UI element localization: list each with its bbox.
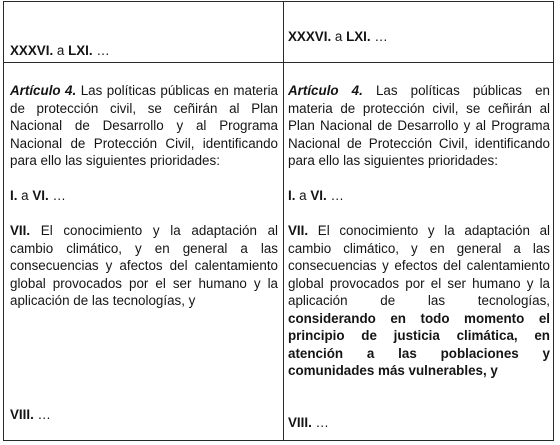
left-article-paragraph: Artículo 4. Las políticas públicas en materia de protección civil, se ceñirán al Plan Nacional de Desarrollo y al Programa Nacional de Protección Civil, identificando para ello las siguientes prioridades: — [10, 83, 278, 168]
left-viii-paragraph: VIII. … — [10, 406, 51, 422]
right-article-paragraph: Artículo 4. Las políticas públicas en materia de protección civil, se ceñirán al Plan Nacional de Desarrollo y al Programa Nacional de Protección Civil, identificando para ello las siguientes prioridades: — [288, 83, 550, 168]
right-viii-paragraph: VIII. … — [288, 414, 329, 430]
left-article-label: Artículo 4. — [10, 83, 77, 98]
left-body-cell — [10, 82, 278, 423]
right-range-paragraph: I. a VI. … — [288, 188, 344, 203]
left-range-paragraph: I. a VI. … — [10, 188, 66, 203]
column-divider — [283, 2, 284, 440]
left-header-cell — [10, 42, 278, 60]
row-divider — [4, 62, 553, 63]
right-fraction-range: XXXVI. a LXI. … — [288, 29, 388, 44]
right-body-cell — [288, 82, 550, 431]
right-header-cell — [288, 28, 550, 46]
right-vii-bold-addition: considerando en todo momento el principio de justicia climática, en atención a las poblaciones y comunidades más vulnerables, y — [288, 310, 550, 378]
right-vii-paragraph: VII. El conocimiento y la adaptación al cambio climático, y en general a las consecuencias y efectos del calentamiento global provocados por el ser humano y la aplicación de las tecnologías, considerando en todo momento el principio de justicia climática, en atención a las poblaciones y comunidades más vulnerables, y — [288, 223, 550, 378]
left-fraction-range: XXXVI. a LXI. … — [10, 43, 110, 58]
right-article-label: Artículo 4. — [288, 83, 363, 98]
comparison-table — [3, 1, 554, 441]
left-vii-paragraph: VII. El conocimiento y la adaptación al cambio climático, y en general a las consecuencias y afectos del calentamiento global provocados por el ser humano y la aplicación de las tecnologías, y — [10, 223, 278, 308]
